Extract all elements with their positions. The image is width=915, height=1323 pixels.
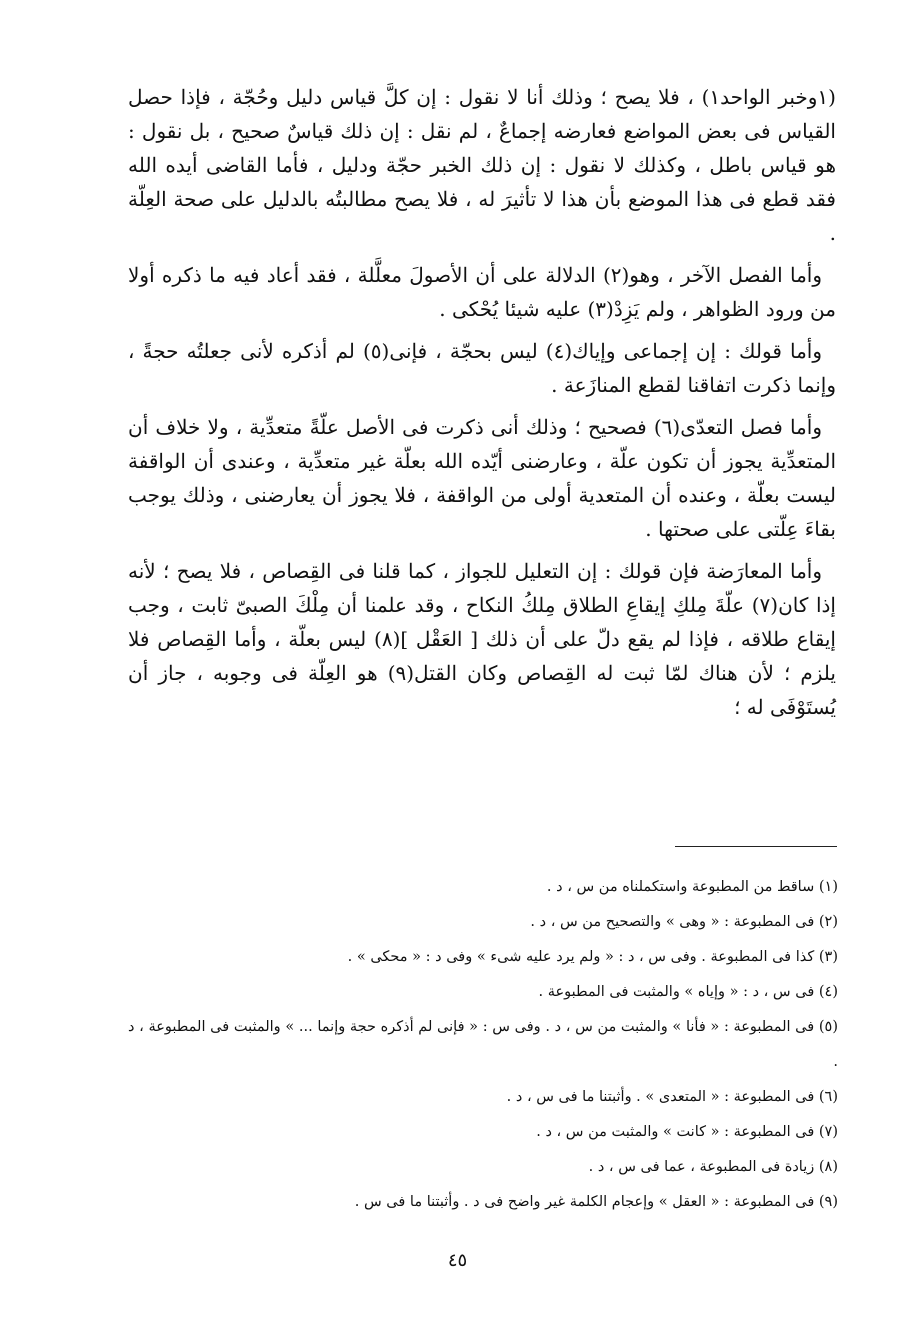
paragraph-1: (١وخبر الواحد١) ، فلا يصح ؛ وذلك أنا لا نقول : إن كلَّ قياس دليل وحُجّة ، فإذا حصل القياس فى بعض المواضع فعارضه إجماعٌ ، لم نقل : إن ذلك قياسٌ صحيح ، بل نقول : هو قياس باطل ، وكذلك لا نقول : إن ذلك الخبر حجّة ودليل ، فأما القاضى أيده الله فقد قطع فى هذا الموضع بأن هذا لا تأثيرَ له ، فلا يصح مطالبتُه بالدليل على صحة العِلّة . <box>128 85 836 245</box>
paragraph-4: وأما فصل التعدّى(٦) فصحيح ؛ وذلك أنى ذكرت فى الأصل علّةً متعدِّية ، ولا خلاف أن المتعدِّية يجوز أن تكون علّة ، وعارضنى أيّده الله بعلّة غير متعدِّية ، وعندى أن الواقفة ليست بعلّة ، وعنده أن المتعدية أولى من الواقفة ، فلا يجوز أن يعارضنى ، وذلك يوجب بقاءَ عِلّتى على صحتها . <box>128 415 836 541</box>
footnote-2: (٢) فى المطبوعة : « وهى » والتصحيح من س ، د . <box>530 914 838 930</box>
footnote-6: (٦) فى المطبوعة : « المتعدى » . وأثبتنا ما فى س ، د . <box>506 1089 838 1105</box>
footnote-divider <box>675 846 837 847</box>
footnote-4: (٤) فى س ، د : « وإياه » والمثبت فى المطبوعة . <box>538 984 838 1000</box>
footnote-5: (٥) فى المطبوعة : « فأنا » والمثبت من س ، د . وفى س : « فإنى لم أذكره حجة وإنما ... » والمثبت فى المطبوعة ، د . <box>128 1019 838 1070</box>
paragraph-3: وأما قولك : إن إجماعى وإياك(٤) ليس بحجّة ، فإنى(٥) لم أذكره لأنى جعلتُه حجةً ، وإنما ذكرت اتفاقنا لقطع المنازَعة . <box>128 339 836 397</box>
footnotes <box>128 870 838 1220</box>
footnote-3: (٣) كذا فى المطبوعة . وفى س ، د : « ولم يرد عليه شىء » وفى د : « محكى » . <box>347 949 838 965</box>
paragraph-5: وأما المعارَضة فإن قولك : إن التعليل للجواز ، كما قلنا فى القِصاص ، فلا يصح ؛ لأنه إذا كان(٧) علّةَ مِلكِ إيقاعِ الطلاق مِلكُ النكاح ، وقد علمنا أن مِلْكَ الصبىّ ثابت ، وجب إيقاع طلاقه ، فإذا لم يقع دلّ على أن ذلك [ العَقْل ](٨) ليس بعلّة ، وأما القِصاص فلا يلزم ؛ لأن هناك لمّا ثبت له القِصاص وكان القتل(٩) هو العِلّة فى وجوبه ، جاز أن يُستَوْفَى له ؛ <box>128 559 836 719</box>
page-number: ٤٥ <box>447 1250 468 1271</box>
footnote-7: (٧) فى المطبوعة : « كانت » والمثبت من س ، د . <box>536 1124 838 1140</box>
footnote-9: (٩) فى المطبوعة : « العقل » وإعجام الكلمة غير واضح فى د . وأثبتنا ما فى س . <box>354 1194 838 1210</box>
footnote-8: (٨) زيادة فى المطبوعة ، عما فى س ، د . <box>588 1159 838 1175</box>
footnote-1: (١) ساقط من المطبوعة واستكملناه من س ، د . <box>546 879 838 895</box>
main-text <box>128 80 836 732</box>
paragraph-2: وأما الفصل الآخر ، وهو(٢) الدلالة على أن الأصولَ معلَّلة ، فقد أعاد فيه ما ذكره أولا من ورود الظواهر ، ولم يَزِدْ(٣) عليه شيئا يُحْكى . <box>128 263 836 321</box>
